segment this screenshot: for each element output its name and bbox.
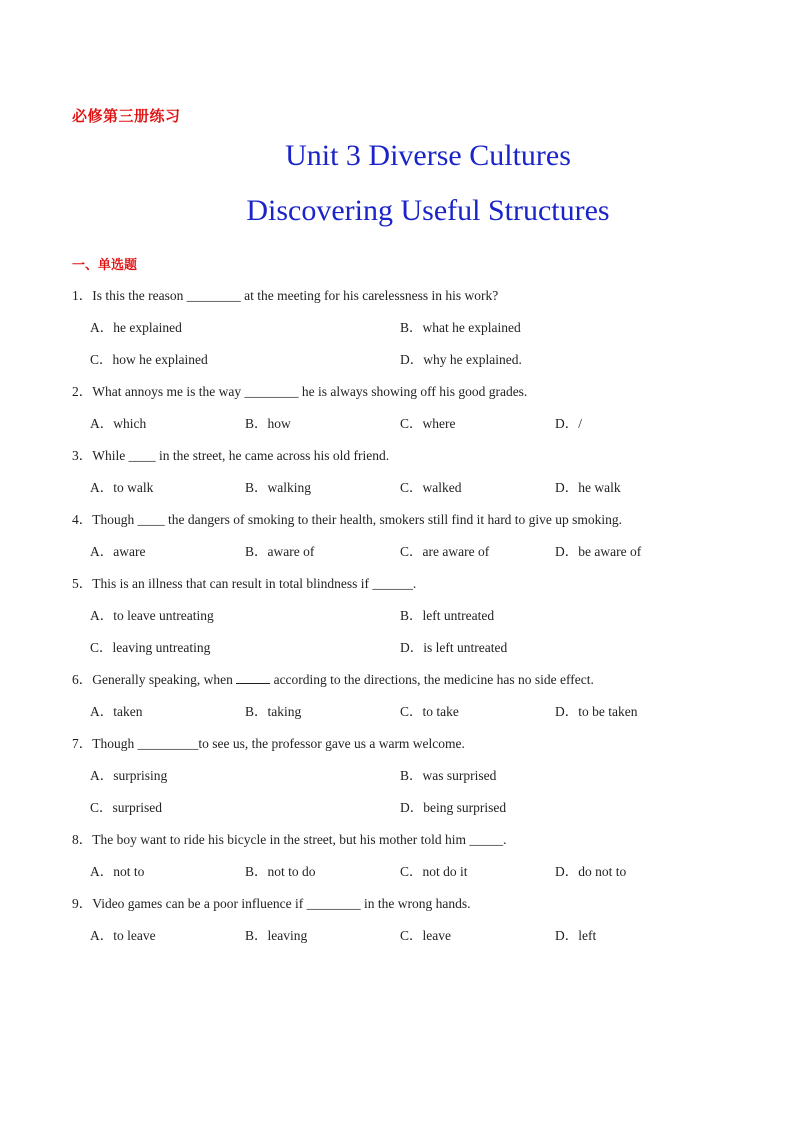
option-row: [72, 348, 732, 380]
option-row: [72, 700, 732, 732]
option-row: [72, 636, 732, 668]
answer-option[interactable]: C．to take: [400, 704, 459, 719]
question-stem-end: according to the directions, the medicine has no side effect.: [270, 672, 594, 687]
option-row: [72, 316, 732, 348]
answer-option[interactable]: D．left: [555, 928, 597, 943]
option-row: [72, 476, 732, 508]
answer-option[interactable]: D．be aware of: [555, 544, 642, 559]
answer-option[interactable]: C．surprised: [90, 800, 162, 815]
answer-option[interactable]: B．how: [245, 416, 291, 431]
lesson-title: Discovering Useful Structures: [246, 194, 610, 227]
answer-option[interactable]: B．walking: [245, 480, 311, 495]
question-stem: [72, 668, 732, 700]
answer-option[interactable]: A．to leave untreating: [90, 608, 214, 623]
answer-option[interactable]: A．aware: [90, 544, 146, 559]
answer-option[interactable]: D．do not to: [555, 864, 627, 879]
answer-option[interactable]: A．surprising: [90, 768, 168, 783]
section-heading: 一、单选题: [72, 258, 138, 273]
answer-option[interactable]: C．where: [400, 416, 456, 431]
answer-option[interactable]: A．not to: [90, 864, 145, 879]
answer-option[interactable]: D．is left untreated: [400, 640, 508, 655]
answer-option[interactable]: D．/: [555, 416, 582, 431]
question-stem: 4．Though ____ the dangers of smoking to their health, smokers still find it hard to give up smoking.: [72, 512, 623, 527]
question-stem: 2．What annoys me is the way ________ he is always showing off his good grades.: [72, 384, 528, 399]
question-stem: 9．Video games can be a poor influence if ________ in the wrong hands.: [72, 896, 471, 911]
option-row: [72, 540, 732, 572]
answer-option[interactable]: D．to be taken: [555, 704, 638, 719]
question-stem: 7．Though _________to see us, the professor gave us a warm welcome.: [72, 736, 465, 751]
answer-option[interactable]: D．he walk: [555, 480, 621, 495]
question-stem: 5．This is an illness that can result in total blindness if ______.: [72, 576, 417, 591]
answer-option[interactable]: B．taking: [245, 704, 302, 719]
option-row: [72, 412, 732, 444]
answer-option[interactable]: C．walked: [400, 480, 462, 495]
answer-option[interactable]: A．he explained: [90, 320, 182, 335]
answer-option[interactable]: A．to walk: [90, 480, 154, 495]
answer-option[interactable]: B．not to do: [245, 864, 316, 879]
answer-option[interactable]: B．was surprised: [400, 768, 497, 783]
option-row: [72, 764, 732, 796]
question-stem-start: 6．Generally speaking, when: [72, 672, 237, 687]
option-row: [72, 604, 732, 636]
answer-option[interactable]: A．taken: [90, 704, 143, 719]
answer-blank: [236, 669, 270, 684]
unit-title: Unit 3 Diverse Cultures: [285, 139, 571, 172]
answer-option[interactable]: B．what he explained: [400, 320, 521, 335]
answer-option[interactable]: C．are aware of: [400, 544, 490, 559]
answer-option[interactable]: C．not do it: [400, 864, 468, 879]
option-row: [72, 924, 732, 956]
question-stem: 8．The boy want to ride his bicycle in the street, but his mother told him _____.: [72, 832, 507, 847]
answer-option[interactable]: A．to leave: [90, 928, 156, 943]
option-row: [72, 860, 732, 892]
answer-option[interactable]: A．which: [90, 416, 147, 431]
question-list: [72, 284, 732, 956]
question-stem: 1．Is this the reason ________ at the meeting for his carelessness in his work?: [72, 288, 499, 303]
option-row: [72, 796, 732, 828]
book-label: 必修第三册练习: [72, 107, 181, 125]
question-stem: 3．While ____ in the street, he came across his old friend.: [72, 448, 390, 463]
answer-option[interactable]: B．left untreated: [400, 608, 495, 623]
answer-option[interactable]: C．how he explained: [90, 352, 208, 367]
answer-option[interactable]: C．leave: [400, 928, 451, 943]
answer-option[interactable]: B．leaving: [245, 928, 308, 943]
answer-option[interactable]: B．aware of: [245, 544, 315, 559]
answer-option[interactable]: C．leaving untreating: [90, 640, 211, 655]
answer-option[interactable]: D．why he explained.: [400, 352, 522, 367]
answer-option[interactable]: D．being surprised: [400, 800, 507, 815]
